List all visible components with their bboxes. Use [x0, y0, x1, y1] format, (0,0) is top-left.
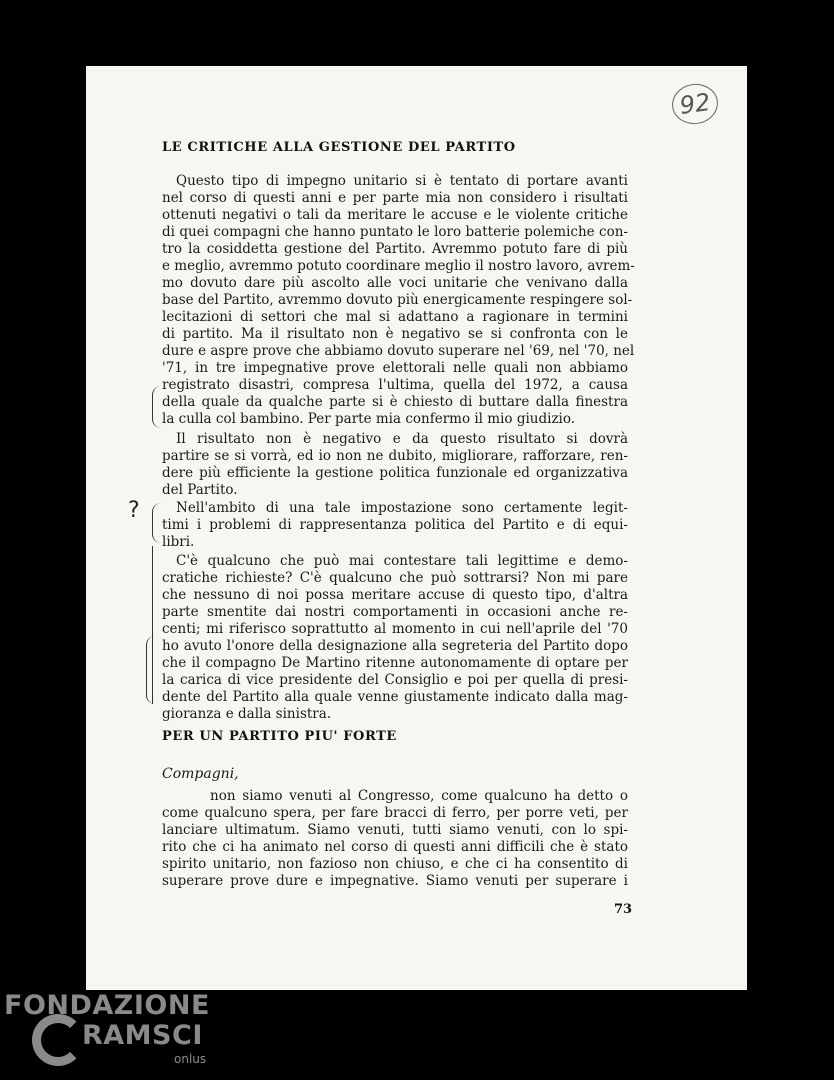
text-line: del Partito. — [162, 482, 238, 498]
text-line: nel corso di questi anni e per parte mia non considero i risultati — [162, 190, 628, 206]
text-line: e meglio, avremmo potuto coordinare meglio il nostro lavoro, avrem- — [162, 258, 635, 274]
margin-bracket — [146, 636, 155, 704]
text-line: mo dovuto dare più ascolto alle voci unitarie che venivano dalla — [162, 275, 628, 291]
text-line: Questo tipo di impegno unitario si è tentato di portare avanti — [176, 173, 628, 189]
text-line: rito che ci ha animato nel corso di questi anni difficili che è stato — [162, 839, 628, 855]
text-line: di quei compagni che hanno puntato le loro batterie polemiche con- — [162, 224, 628, 240]
text-line: lecitazioni di settori che mal si adattano a ragionare in termini — [162, 309, 628, 325]
text-line: Nell'ambito di una tale impostazione sono certamente legit- — [176, 500, 628, 516]
section-heading-partito: PER UN PARTITO PIU' FORTE — [162, 729, 397, 744]
margin-bracket — [152, 386, 161, 428]
text-line: base del Partito, avremmo dovuto più energicamente respingere sol- — [162, 292, 633, 308]
text-line: partire se si vorrà, ed io non ne dubito, migliorare, rafforzare, ren- — [162, 448, 628, 464]
handwritten-page-number: 92 — [669, 81, 720, 127]
salutation: Compagni, — [162, 766, 239, 782]
text-line: che il compagno De Martino ritenne autonomamente di optare per — [162, 655, 628, 671]
document-page — [86, 66, 747, 990]
text-line: lanciare ultimatum. Siamo venuti, tutti siamo venuti, con lo spi- — [162, 822, 628, 838]
margin-question-mark: ? — [128, 498, 140, 523]
text-line: dure e aspre prove che abbiamo dovuto superare nel '69, nel '70, nel — [162, 343, 635, 359]
logo-line3: onlus — [174, 1052, 207, 1066]
text-line: la carica di vice presidente del Consiglio e poi per quella di presi- — [162, 672, 628, 688]
text-line: dere più efficiente la gestione politica funzionale ed organizzativa — [162, 465, 628, 481]
text-line: cratiche richieste? C'è qualcuno che può sottrarsi? Non mi pare — [162, 570, 628, 586]
text-line: ottenuti negativi o tali da meritare le accuse e le violente critiche — [162, 207, 628, 223]
text-line: di partito. Ma il risultato non è negativo se si confronta con le — [162, 326, 628, 342]
logo-line2: RAMSCI — [82, 1020, 203, 1051]
text-line: parte smentite dai nostri comportamenti in occasioni anche re- — [162, 604, 628, 620]
text-line: superare prove dure e impegnative. Siamo venuti per superare i — [162, 873, 628, 889]
section-heading-critiche: LE CRITICHE ALLA GESTIONE DEL PARTITO — [162, 140, 516, 155]
text-line: timi i problemi di rappresentanza politica del Partito e di equi- — [162, 517, 628, 533]
text-line: la culla col bambino. Per parte mia confermo il mio giudizio. — [162, 411, 576, 427]
logo-g-mark — [32, 1014, 84, 1066]
text-line: registrato disastri, compresa l'ultima, quella del 1972, a causa — [162, 377, 628, 393]
text-line: '71, in tre impegnative prove elettorali nelle quali non abbiamo — [162, 360, 628, 376]
text-line: non siamo venuti al Congresso, come qualcuno ha detto o — [210, 788, 628, 804]
text-line: dente del Partito alla quale venne giustamente indicato dalla mag- — [162, 689, 628, 705]
fondazione-gramsci-logo — [4, 990, 224, 1080]
text-line: libri. — [162, 534, 195, 550]
logo-line1: FONDAZIONE — [4, 990, 210, 1021]
text-line: centi; mi riferisco soprattutto al momento in cui nell'aprile del '70 — [162, 621, 628, 637]
text-line: che nessuno di noi possa meritare accuse di questo tipo, d'altra — [162, 587, 628, 603]
text-line: C'è qualcuno che può mai contestare tali legittime e demo- — [176, 553, 628, 569]
page-number: 73 — [614, 902, 633, 917]
text-line: Il risultato non è negativo e da questo risultato si dovrà — [176, 431, 628, 447]
margin-bracket — [152, 503, 161, 543]
text-line: ho avuto l'onore della designazione alla segreteria del Partito dopo — [162, 638, 628, 654]
text-line: gioranza e dalla sinistra. — [162, 706, 332, 722]
text-line: come qualcuno spera, per fare bracci di ferro, per porre veti, per — [162, 805, 628, 821]
text-line: tro la cosiddetta gestione del Partito. Avremmo potuto fare di più — [162, 241, 628, 257]
text-line: della quale da qualche parte si è chiesto di buttare dalla finestra — [162, 394, 628, 410]
text-line: spirito unitario, non fazioso non chiuso, e che ci ha consentito di — [162, 856, 628, 872]
